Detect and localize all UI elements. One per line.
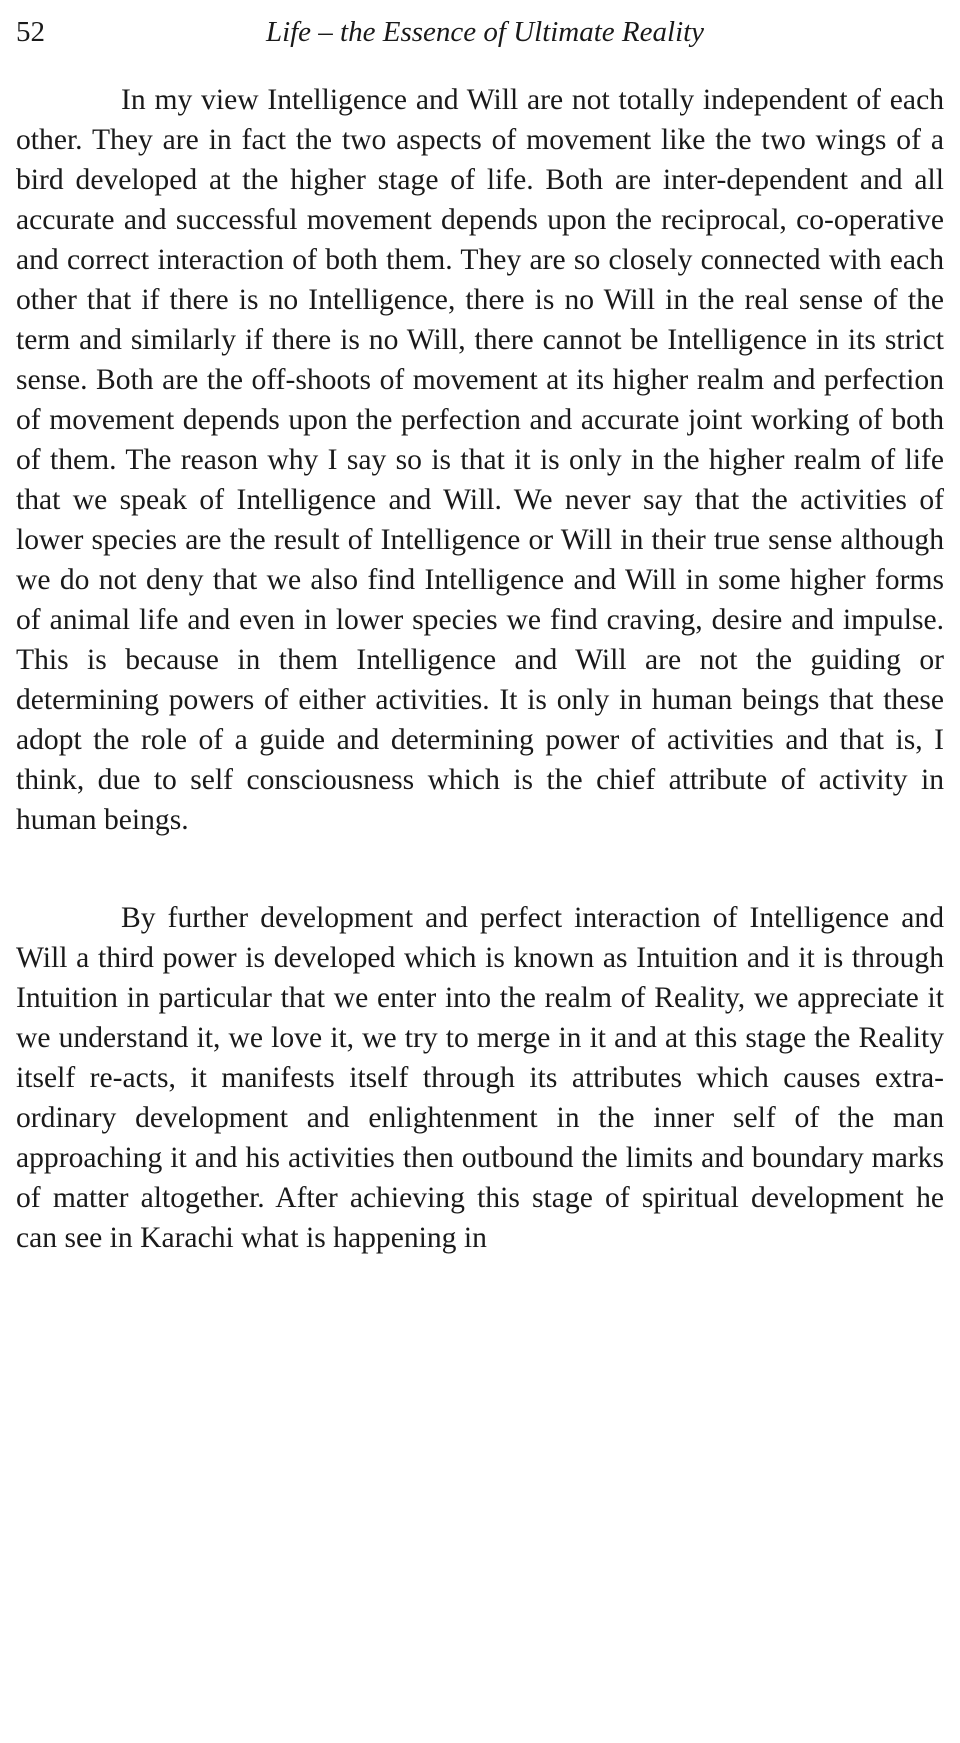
body-text — [16, 80, 944, 1258]
running-title: Life – the Essence of Ultimate Reality — [265, 16, 705, 48]
running-head — [16, 12, 944, 52]
paragraph: By further development and perfect interaction of Intelligence and Will a third power is developed which is known as Intuition and it is through Intuition in particular that we enter into the realm of Reality, we appreciate it we understand it, we love it, we try to merge in it and at this stage the Reality itself re-acts, it manifests itself through its attributes which causes extra-ordinary development and enlightenment in the inner self of the man approaching it and his activities then outbound the limits and boundary marks of matter altogether. After achieving this stage of spiritual development he can see in Karachi what is happening in — [16, 902, 944, 1254]
paragraph: In my view Intelligence and Will are not totally independent of each other. They are in fact the two aspects of movement like the two wings of a bird developed at the higher stage of life. Both are inter-dependent and all accurate and successful movement depends upon the reciprocal, co-operative and correct interaction of both them. They are so closely connected with each other that if there is no Intelligence, there is no Will in the real sense of the term and similarly if there is no Will, there cannot be Intelligence in its strict sense. Both are the off-shoots of movement at its higher realm and perfection of movement depends upon the perfection and accurate joint working of both of them. The reason why I say so is that it is only in the higher realm of life that we speak of Intelligence and Will. We never say that the activities of lower species are the result of Intelligence or Will in their true sense although we do not deny that we also find Intelligence and Will in some higher forms of animal life and even in lower species we find craving, desire and impulse. This is because in them Intelligence and Will are not the guiding or determining powers of either activities. It is only in human beings that these adopt the role of a guide and determining power of activities and that is, I think, due to self consciousness which is the chief attribute of activity in human beings. — [16, 84, 944, 836]
page-number: 52 — [16, 16, 45, 48]
